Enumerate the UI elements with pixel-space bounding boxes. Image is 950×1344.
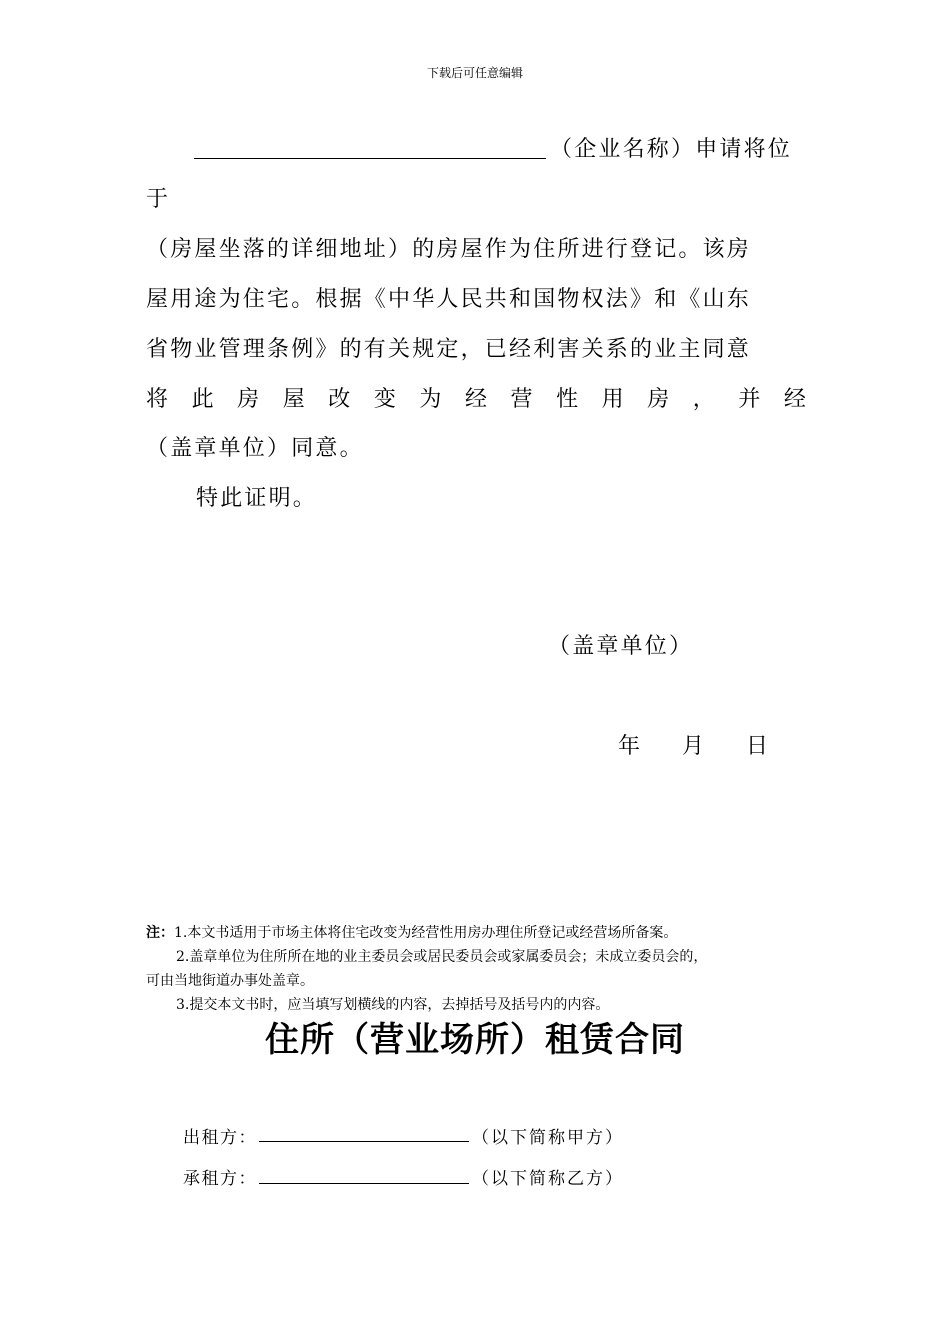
note-item-2a: 2.盖章单位为住所所在地的业主委员会或居民委员会或家属委员会；未成立委员会的， (176, 949, 708, 965)
lessee-suffix: （以下简称乙方） (472, 1169, 624, 1189)
line-6-char: 房 (647, 387, 670, 412)
date-month: 月 (682, 734, 707, 759)
note-label: 注： (146, 925, 174, 941)
company-name-blank (194, 158, 546, 159)
line-6-char: 将 (146, 387, 169, 412)
note-item-3: 3.提交本文书时，应当填写划横线的内容，去掉括号及括号内的内容。 (176, 997, 610, 1013)
header-note: 下载后可任意编辑 (426, 66, 523, 80)
certificate-line-5: 省物业管理条例》的有关规定，已经利害关系的业主同意 (146, 337, 752, 362)
line-6-char: 改 (328, 387, 351, 412)
certificate-closing: 特此证明。 (196, 486, 318, 511)
line-6-char: 并 (738, 387, 761, 412)
date-day: 日 (746, 734, 771, 759)
line-6-char: 屋 (282, 387, 305, 412)
certificate-line-3: （房屋坐落的详细地址）的房屋作为住所进行登记。该房 (146, 237, 752, 262)
lessee-label: 承租方： (183, 1169, 257, 1189)
note-item-2b: 可由当地街道办事处盖章。 (146, 973, 314, 989)
line-6-char: 房 (237, 387, 260, 412)
date-year: 年 (618, 734, 643, 759)
line-6-char: 性 (556, 387, 579, 412)
line-6-char: 此 (191, 387, 214, 412)
certificate-line-4: 屋用途为住宅。根据《中华人民共和国物权法》和《山东 (146, 287, 752, 312)
certificate-line-7: （盖章单位）同意。 (146, 436, 364, 461)
lessor-suffix: （以下简称甲方） (472, 1128, 624, 1148)
line-6-char: ， (692, 387, 715, 412)
note-text-1: 1.本文书适用于市场主体将住宅改变为经营性用房办理住所登记或经营场所备案。 (174, 925, 678, 941)
certificate-line-2: 于 (146, 187, 171, 212)
line-6-char: 用 (601, 387, 624, 412)
line-6-char: 经 (783, 387, 806, 412)
lessor-label: 出租方： (183, 1128, 257, 1148)
lessee-blank (259, 1183, 469, 1184)
note-item-1 (146, 922, 677, 944)
line-6-char: 为 (419, 387, 442, 412)
line-6-char: 变 (373, 387, 396, 412)
seal-unit: （盖章单位） (548, 634, 694, 659)
line-6-char: 营 (510, 387, 533, 412)
contract-title: 住所（营业场所）租赁合同 (265, 1020, 685, 1060)
lessor-blank (259, 1141, 469, 1142)
certificate-line-1: （企业名称）申请将位 (550, 137, 793, 162)
certificate-line-6 (146, 385, 806, 415)
line-6-char: 经 (464, 387, 487, 412)
